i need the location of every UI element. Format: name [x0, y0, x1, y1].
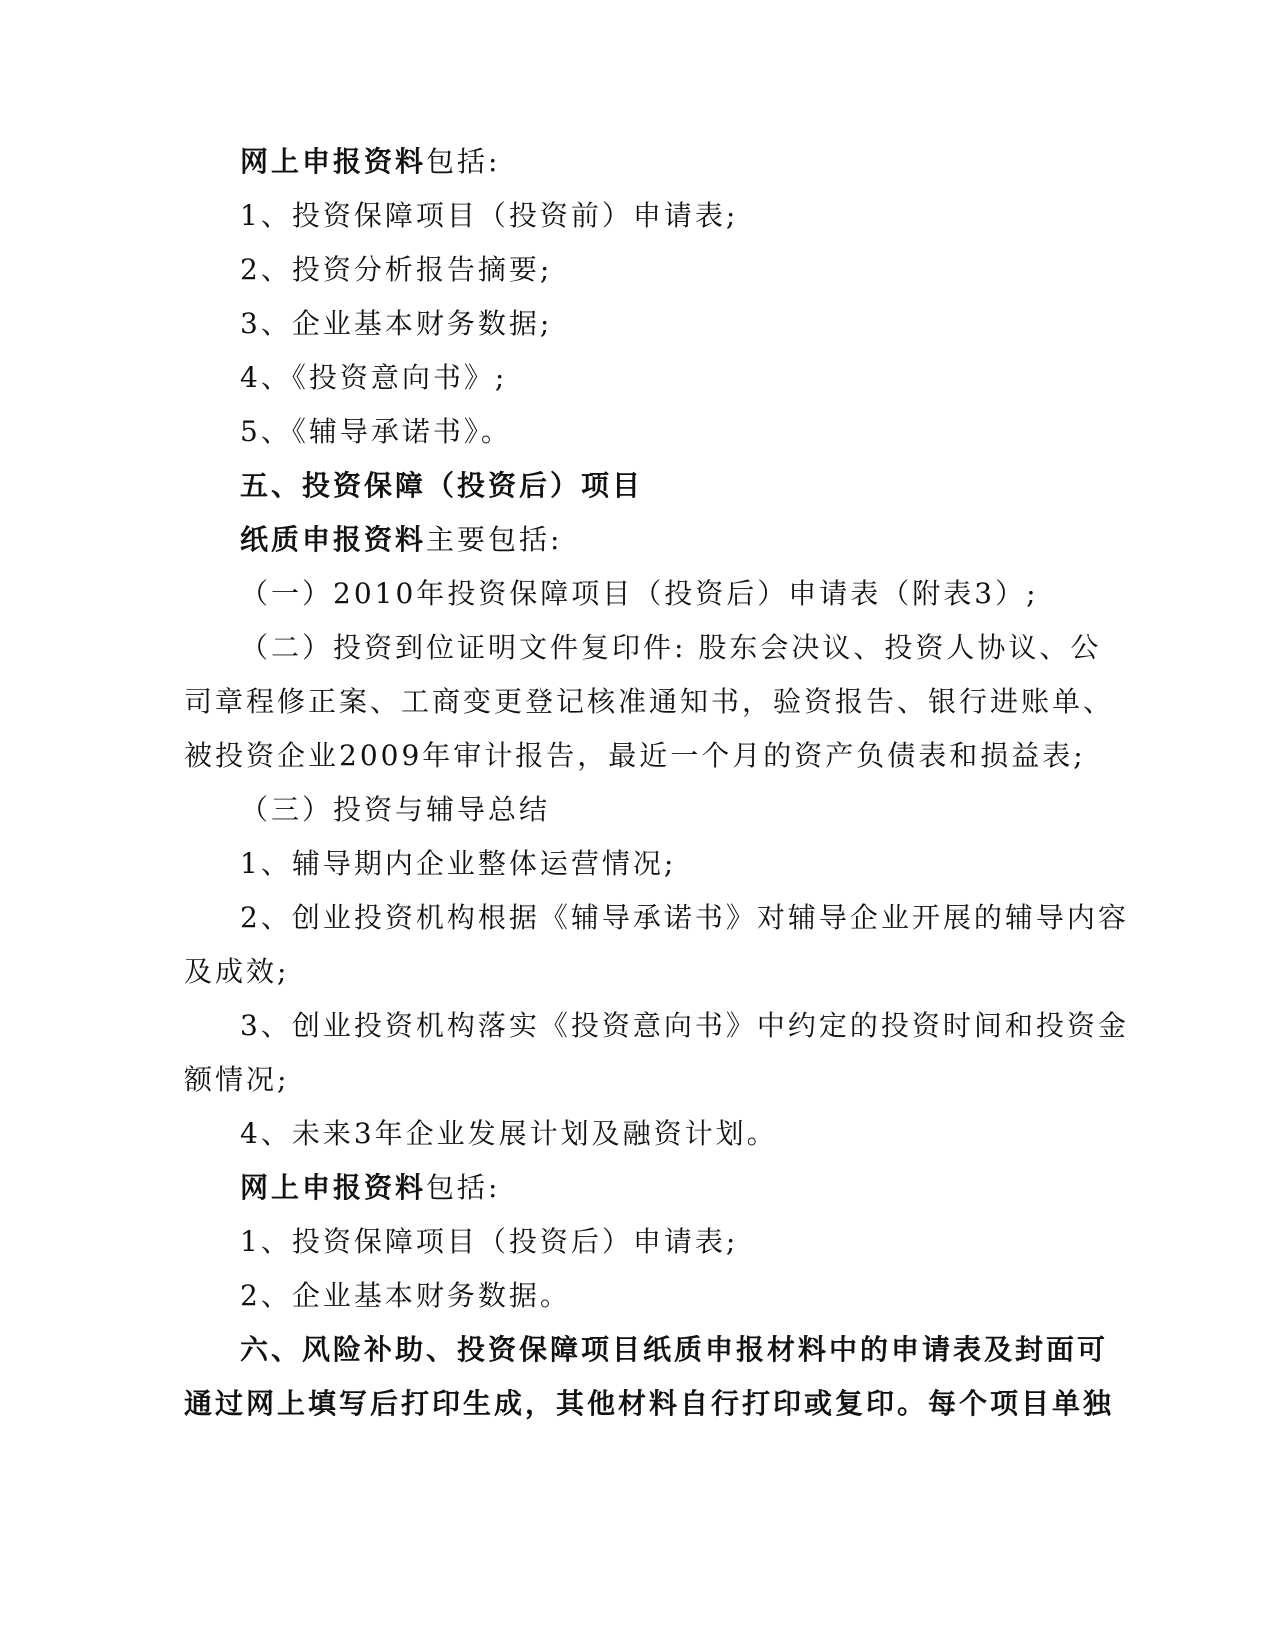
paragraph-text: 2、企业基本财务数据。	[240, 1279, 571, 1312]
list-item	[240, 898, 1129, 938]
section-heading-five	[240, 466, 643, 506]
list-item	[240, 1276, 571, 1316]
bold-label: 网上申报资料	[240, 1171, 427, 1204]
paragraph-text: 4、未来3年企业发展计划及融资计划。	[240, 1117, 778, 1150]
paragraph-text: 被投资企业2009年审计报告，最近一个月的资产负债表和损益表;	[184, 739, 1086, 772]
paragraph-continuation	[184, 1060, 289, 1100]
list-item	[240, 250, 552, 290]
list-item	[240, 1006, 1129, 1046]
list-item	[240, 790, 550, 830]
paragraph-text: 1、投资保障项目（投资后）申请表;	[240, 1225, 739, 1258]
paragraph-text: 主要包括:	[426, 523, 563, 556]
section-heading-text: 五、投资保障（投资后）项目	[240, 469, 644, 502]
section-heading-text: 六、风险补助、投资保障项目纸质申报材料中的申请表及封面可	[240, 1333, 1109, 1366]
paragraph-continuation	[184, 682, 1114, 722]
paragraph-text: （一）2010年投资保障项目（投资后）申请表（附表3）;	[240, 577, 1039, 610]
list-item	[240, 1114, 778, 1154]
list-item	[240, 358, 507, 398]
list-item	[240, 844, 676, 884]
list-item	[240, 412, 512, 452]
paragraph-text: 包括:	[426, 145, 501, 178]
paragraph-continuation	[184, 952, 289, 992]
paragraph-text: 3、企业基本财务数据;	[240, 307, 553, 340]
paragraph-continuation	[184, 1384, 1114, 1424]
list-item	[240, 1222, 738, 1262]
paragraph-online-materials-heading	[240, 142, 500, 182]
paragraph-text: （三）投资与辅导总结	[240, 793, 551, 826]
paragraph-paper-materials-heading	[240, 520, 562, 560]
paragraph-text: 5、《辅导承诺书》。	[240, 415, 512, 448]
paragraph-text: 额情况;	[184, 1063, 290, 1096]
list-item	[240, 574, 1039, 614]
paragraph-text: 司章程修正案、工商变更登记核准通知书，验资报告、银行进账单、	[184, 685, 1115, 718]
bold-label: 网上申报资料	[240, 145, 427, 178]
paragraph-online-materials-heading	[240, 1168, 500, 1208]
section-heading-six	[240, 1330, 1108, 1370]
paragraph-continuation	[184, 736, 1086, 776]
paragraph-text: 1、辅导期内企业整体运营情况;	[240, 847, 677, 880]
paragraph-text: 2、创业投资机构根据《辅导承诺书》对辅导企业开展的辅导内容	[240, 901, 1129, 934]
bold-label: 纸质申报资料	[240, 523, 427, 556]
paragraph-text: 及成效;	[184, 955, 290, 988]
paragraph-text: 3、创业投资机构落实《投资意向书》中约定的投资时间和投资金	[240, 1009, 1129, 1042]
paragraph-text: 2、投资分析报告摘要;	[240, 253, 553, 286]
paragraph-text: 包括:	[426, 1171, 501, 1204]
list-item	[240, 304, 552, 344]
list-item	[240, 196, 738, 236]
paragraph-text: （二）投资到位证明文件复印件: 股东会决议、投资人协议、公	[240, 631, 1102, 664]
list-item	[240, 628, 1101, 668]
paragraph-text: 1、投资保障项目（投资前）申请表;	[240, 199, 739, 232]
section-heading-text: 通过网上填写后打印生成，其他材料自行打印或复印。每个项目单独	[184, 1387, 1115, 1420]
paragraph-text: 4、《投资意向书》;	[240, 361, 508, 394]
